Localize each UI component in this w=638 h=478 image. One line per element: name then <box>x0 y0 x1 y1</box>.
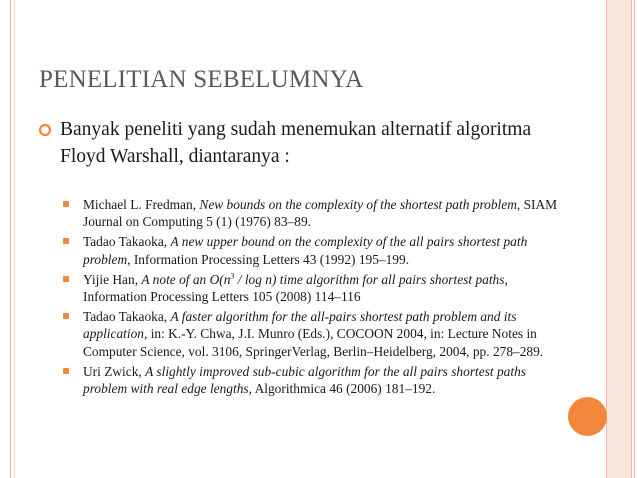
left-rule-line <box>10 0 11 478</box>
square-bullet-icon <box>63 313 69 319</box>
orange-circle-decoration <box>568 397 607 436</box>
reference-source: , SIAM Journal on Computing 5 (1) (1976) 83–89. <box>83 197 558 230</box>
reference-title-superscript: 3 <box>230 271 235 281</box>
square-bullet-icon <box>63 238 69 244</box>
square-bullet-icon <box>63 201 69 207</box>
reference-author: Tadao Takaoka, <box>83 234 171 250</box>
reference-title: A slightly improved sub-cubic algorithm for the all pairs shortest paths problem with real edge lengths <box>83 363 526 397</box>
reference-item <box>59 196 564 230</box>
reference-author: Uri Zwick, <box>83 363 146 379</box>
reference-title <box>141 272 504 287</box>
reference-author: Yijie Han, <box>83 271 142 287</box>
reference-item <box>59 233 564 267</box>
left-rule-line-secondary <box>14 0 15 478</box>
reference-source: , Information Processing Letters 43 (1992) 195–199. <box>127 251 410 267</box>
main-bullet-text: Banyak peneliti yang sudah menemukan alternatif algoritma Floyd Warshall, diantaranya : <box>60 119 532 167</box>
reference-item <box>59 271 564 305</box>
reference-title: A faster algorithm for the all-pairs shortest path problem and its application <box>83 309 517 342</box>
hollow-circle-bullet-icon <box>38 123 52 137</box>
slide-title: PENELITIAN SEBELUMNYA <box>39 66 364 93</box>
reference-source: , in: K.-Y. Chwa, J.I. Munro (Eds.), COCOON 2004, in: Lecture Notes in Computer Science, vol. 3106, SpringerVerlag, Berlin–Heidelberg, 2004, pp. 278–289. <box>83 326 544 359</box>
reference-title-part2: / log n) time algorithm for all pairs shortest paths <box>234 271 505 287</box>
reference-source: , Algorithmica 46 (2006) 181–192. <box>248 381 436 397</box>
reference-title-part1: A note of an O(n <box>141 271 231 287</box>
reference-item <box>59 363 564 397</box>
reference-item <box>59 308 564 360</box>
right-rule-line <box>634 0 635 478</box>
reference-list <box>59 196 564 400</box>
reference-title: New bounds on the complexity of the shortest path problem <box>199 197 517 212</box>
square-bullet-icon <box>63 276 69 282</box>
reference-author: Tadao Takaoka, <box>83 309 171 325</box>
reference-source: , Information Processing Letters 105 (2008) 114–116 <box>83 271 508 305</box>
square-bullet-icon <box>63 368 69 374</box>
right-decorative-band <box>606 0 632 478</box>
reference-title: A new upper bound on the complexity of the all pairs shortest path problem <box>83 234 528 267</box>
reference-author: Michael L. Fredman, <box>83 197 200 212</box>
